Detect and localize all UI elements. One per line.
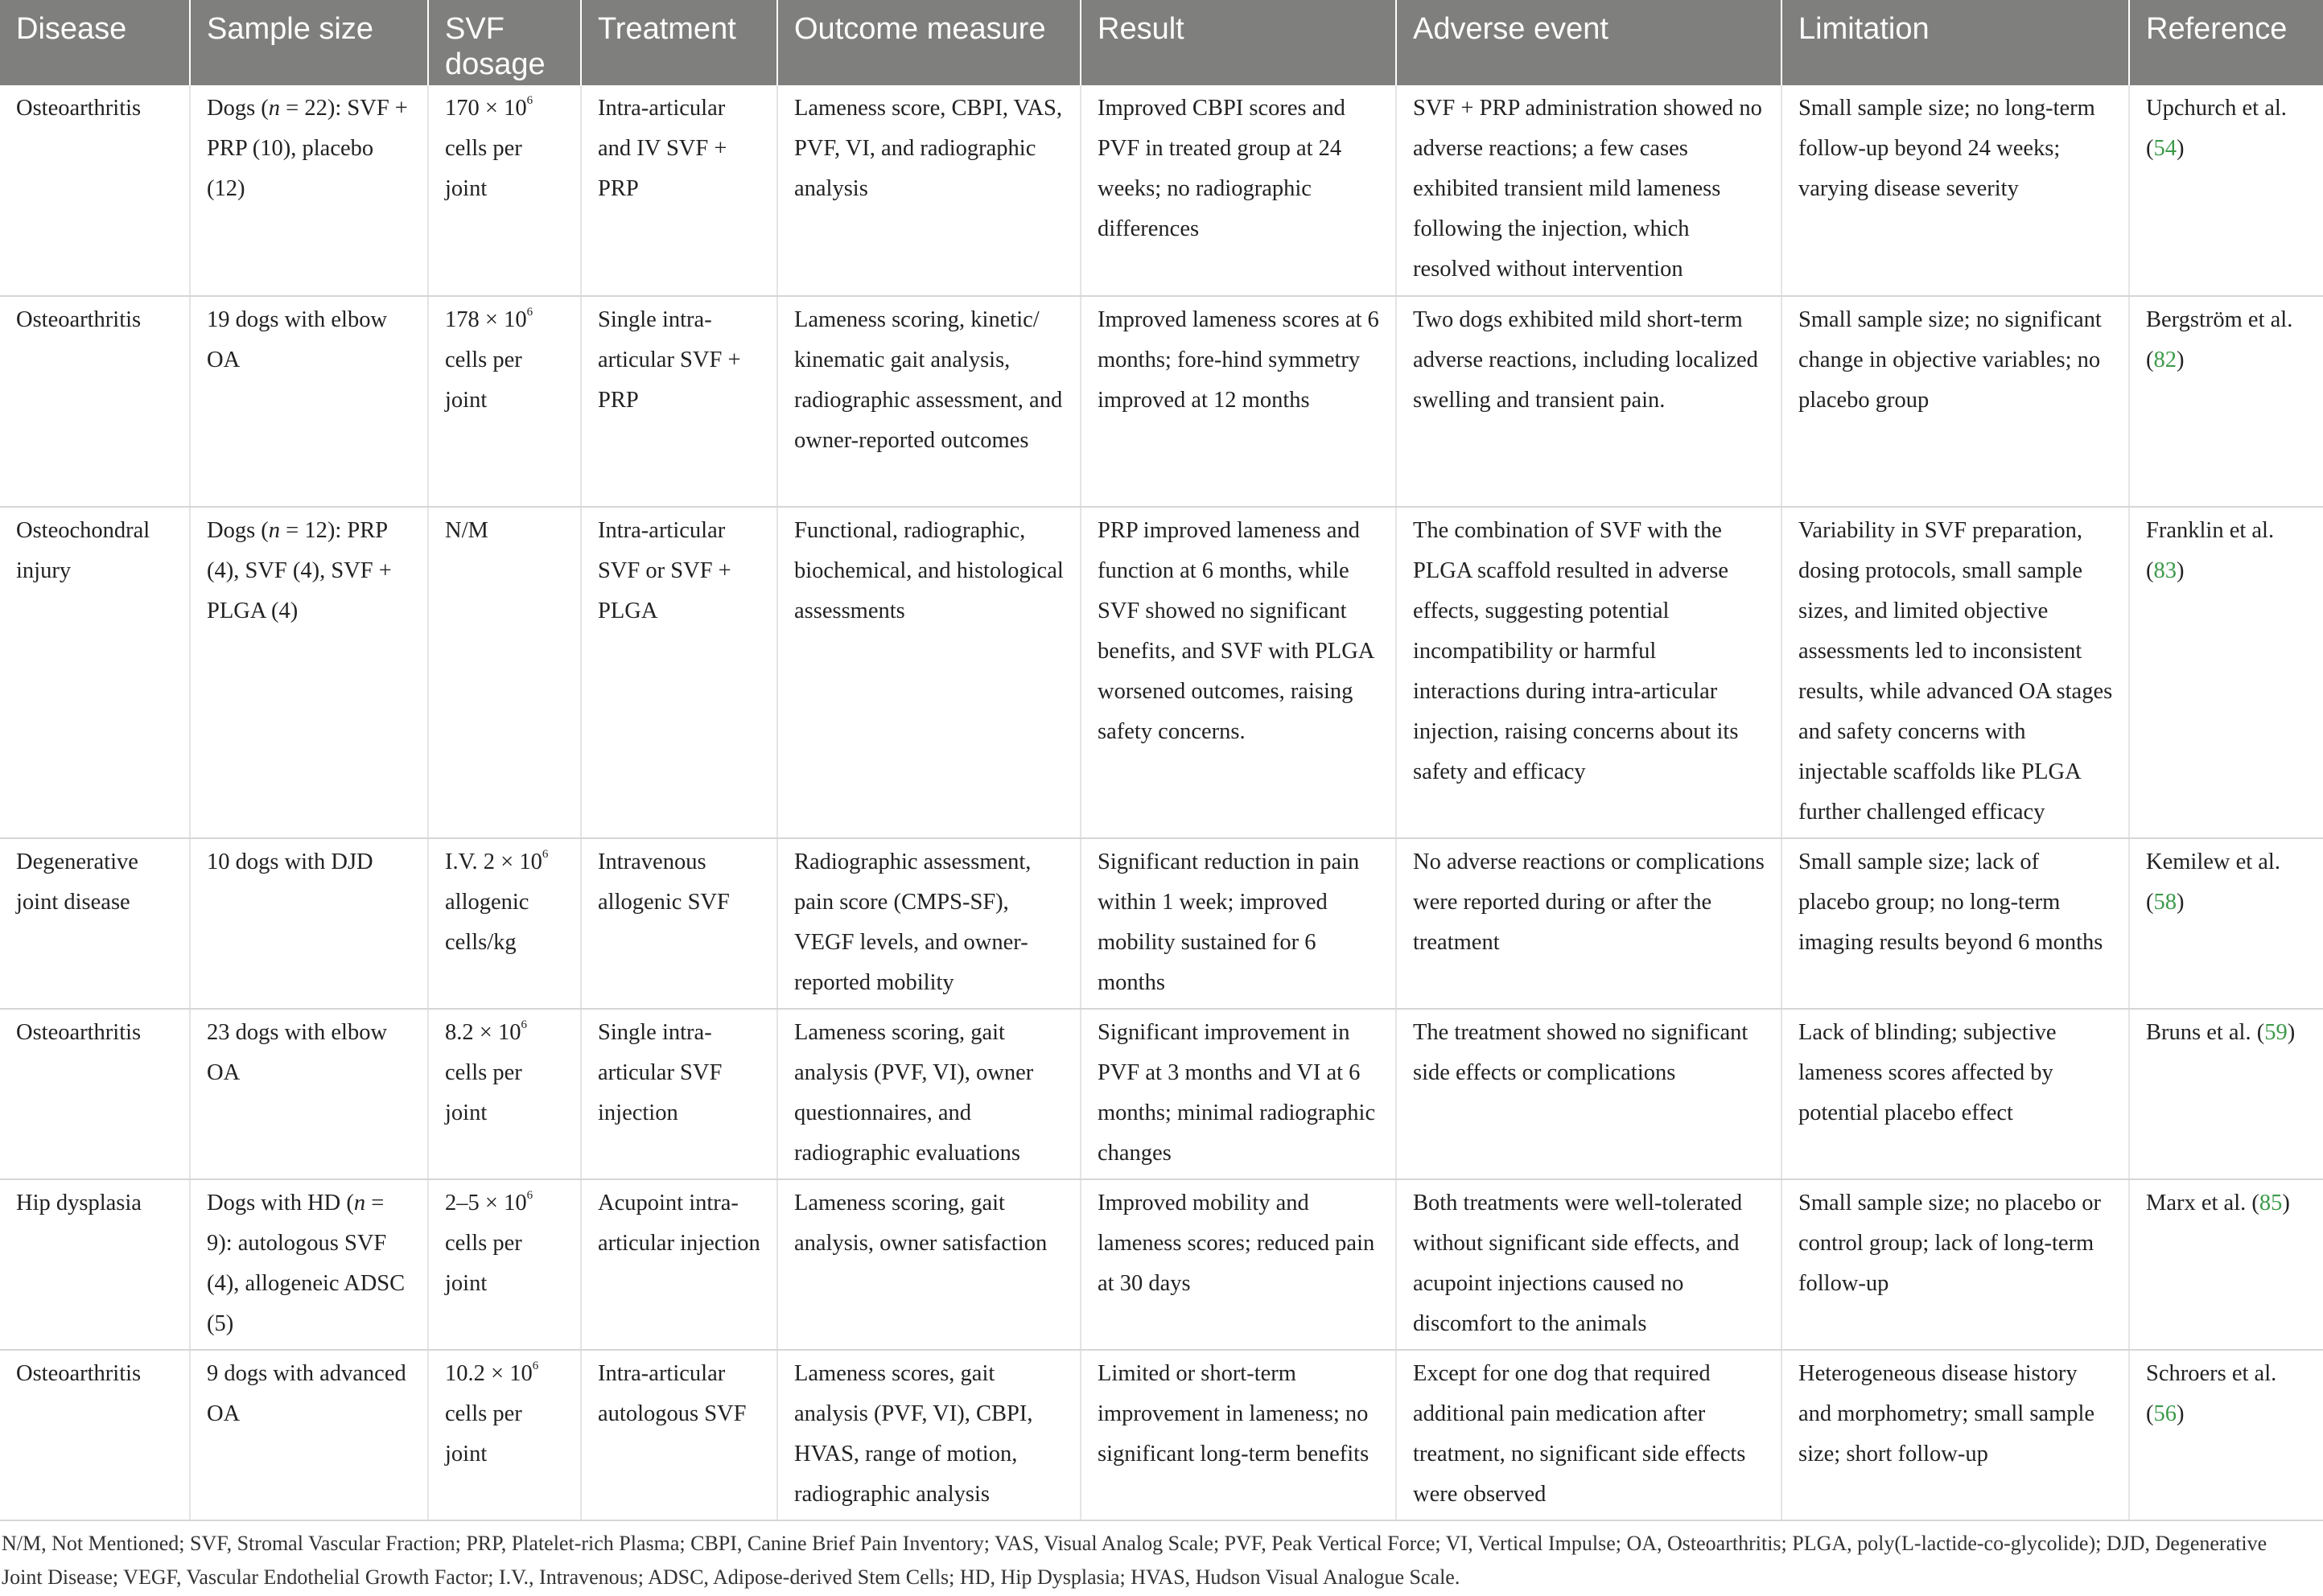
cell-adverse-event: The combination of SVF with the PLGA scaffold resulted in adverse effects, suggesting potential incompatibility or harmful interactions during intra-articular injection, raising concerns about its safety and efficacy bbox=[1396, 507, 1781, 838]
cell-result: Significant improvement in PVF at 3 months and VI at 6 months; minimal radiographic changes bbox=[1081, 1009, 1396, 1179]
reference-link[interactable]: 82 bbox=[2153, 348, 2177, 372]
table-footnote: N/M, Not Mentioned; SVF, Stromal Vascular Fraction; PRP, Platelet-rich Plasma; CBPI, Canine Brief Pain Inventory; VAS, Visual Analog Scale; PVF, Peak Vertical Force; VI, Vertical Impulse; OA, Osteoarthritis; PLGA, poly(L-lactide-co-glycolide); DJD, Degenerative Joint Disease; VEGF, Vascular Endothelial Growth Factor; I.V., Intravenous; ADSC, Adipose-derived Stem Cells; HD, Hip Dysplasia; HVAS, Hudson Visual Analogue Scale. bbox=[2, 1532, 2267, 1589]
cell-reference: Franklin et al. (83) bbox=[2129, 507, 2323, 838]
reference-link[interactable]: 56 bbox=[2153, 1401, 2177, 1426]
cell-adverse-event: Except for one dog that required additional pain medication after treatment, no significant side effects were observed bbox=[1396, 1350, 1781, 1520]
table-row bbox=[0, 507, 2323, 838]
cell-limitation: Heterogeneous disease history and morphometry; small sample size; short follow-up bbox=[1781, 1350, 2129, 1520]
reference-link[interactable]: 54 bbox=[2153, 136, 2177, 161]
cell-limitation: Small sample size; no significant change in objective variables; no placebo group bbox=[1781, 296, 2129, 507]
cell-treatment: Intra-articular and IV SVF + PRP bbox=[581, 85, 777, 296]
cell-treatment: Intravenous allogenic SVF bbox=[581, 838, 777, 1009]
cell-disease: Osteochondral injury bbox=[0, 507, 190, 838]
cell-svf-dosage: I.V. $2 \times 10^6$ allogenic cells/kg bbox=[428, 838, 581, 1009]
cell-sample-size: 23 dogs with elbow OA bbox=[190, 1009, 428, 1179]
cell-sample-size: 19 dogs with elbow OA bbox=[190, 296, 428, 507]
cell-svf-dosage: $170 \times 10^6$ cells per joint bbox=[428, 85, 581, 296]
cell-disease: Osteoarthritis bbox=[0, 296, 190, 507]
cell-treatment: Single intra-articular SVF + PRP bbox=[581, 296, 777, 507]
cell-sample-size: 9 dogs with advanced OA bbox=[190, 1350, 428, 1520]
cell-reference: Schroers et al. (56) bbox=[2129, 1350, 2323, 1520]
col-header-treatment: Treatment bbox=[581, 0, 777, 85]
table-row bbox=[0, 1009, 2323, 1179]
cell-reference: Kemilew et al. (58) bbox=[2129, 838, 2323, 1009]
cell-disease: Degenerative joint disease bbox=[0, 838, 190, 1009]
col-header-limitation: Limitation bbox=[1781, 0, 2129, 85]
cell-disease: Hip dysplasia bbox=[0, 1179, 190, 1350]
cell-svf-dosage: N/M bbox=[428, 507, 581, 838]
cell-adverse-event: No adverse reactions or complications were reported during or after the treatment bbox=[1396, 838, 1781, 1009]
cell-treatment: Acupoint intra-articular injection bbox=[581, 1179, 777, 1350]
col-header-svf-dosage: SVF dosage bbox=[428, 0, 581, 85]
cell-sample-size: Dogs (n = 22): SVF + PRP (10), placebo (12) bbox=[190, 85, 428, 296]
cell-outcome-measure: Lameness scores, gait analysis (PVF, VI), CBPI, HVAS, range of motion, radiographic analysis bbox=[777, 1350, 1081, 1520]
cell-outcome-measure: Lameness score, CBPI, VAS, PVF, VI, and radiographic analysis bbox=[777, 85, 1081, 296]
reference-link[interactable]: 85 bbox=[2259, 1191, 2283, 1216]
cell-outcome-measure: Lameness scoring, gait analysis (PVF, VI), owner questionnaires, and radiographic evaluations bbox=[777, 1009, 1081, 1179]
col-header-disease: Disease bbox=[0, 0, 190, 85]
cell-outcome-measure: Functional, radiographic, biochemical, and histological assessments bbox=[777, 507, 1081, 838]
cell-limitation: Small sample size; lack of placebo group; no long-term imaging results beyond 6 months bbox=[1781, 838, 2129, 1009]
table-row bbox=[0, 838, 2323, 1009]
cell-limitation: Lack of blinding; subjective lameness scores affected by potential placebo effect bbox=[1781, 1009, 2129, 1179]
reference-link[interactable]: 83 bbox=[2153, 558, 2177, 583]
cell-result: Improved CBPI scores and PVF in treated group at 24 weeks; no radiographic differences bbox=[1081, 85, 1396, 296]
col-header-outcome-measure: Outcome measure bbox=[777, 0, 1081, 85]
cell-reference: Upchurch et al. (54) bbox=[2129, 85, 2323, 296]
cell-treatment: Intra-articular SVF or SVF + PLGA bbox=[581, 507, 777, 838]
cell-sample-size: 10 dogs with DJD bbox=[190, 838, 428, 1009]
cell-disease: Osteoarthritis bbox=[0, 1009, 190, 1179]
cell-adverse-event: Both treatments were well-tolerated without significant side effects, and acupoint injections caused no discomfort to the animals bbox=[1396, 1179, 1781, 1350]
col-header-sample-size: Sample size bbox=[190, 0, 428, 85]
cell-reference: Marx et al. (85) bbox=[2129, 1179, 2323, 1350]
col-header-result: Result bbox=[1081, 0, 1396, 85]
cell-svf-dosage: $2-5 \times 10^6$ cells per joint bbox=[428, 1179, 581, 1350]
cell-treatment: Single intra-articular SVF injection bbox=[581, 1009, 777, 1179]
cell-outcome-measure: Radiographic assessment, pain score (CMPS-SF), VEGF levels, and owner-reported mobility bbox=[777, 838, 1081, 1009]
cell-reference: Bruns et al. (59) bbox=[2129, 1009, 2323, 1179]
cell-result: Improved mobility and lameness scores; reduced pain at 30 days bbox=[1081, 1179, 1396, 1350]
cell-limitation: Small sample size; no placebo or control group; lack of long-term follow-up bbox=[1781, 1179, 2129, 1350]
cell-svf-dosage: $8.2 \times 10^6$ cells per joint bbox=[428, 1009, 581, 1179]
cell-sample-size: Dogs (n = 12): PRP (4), SVF (4), SVF + PLGA (4) bbox=[190, 507, 428, 838]
cell-treatment: Intra-articular autologous SVF bbox=[581, 1350, 777, 1520]
table-row bbox=[0, 296, 2323, 507]
cell-limitation: Variability in SVF preparation, dosing protocols, small sample sizes, and limited objective assessments led to inconsistent results, while advanced OA stages and safety concerns with injectable scaffolds like PLGA further challenged efficacy bbox=[1781, 507, 2129, 838]
table-row bbox=[0, 1179, 2323, 1350]
cell-reference: Bergström et al. (82) bbox=[2129, 296, 2323, 507]
cell-svf-dosage: $10.2 \times 10^6$ cells per joint bbox=[428, 1350, 581, 1520]
cell-adverse-event: SVF + PRP administration showed no adverse reactions; a few cases exhibited transient mild lameness following the injection, which resolved without intervention bbox=[1396, 85, 1781, 296]
cell-result: PRP improved lameness and function at 6 months, while SVF showed no significant benefits, and SVF with PLGA worsened outcomes, raising safety concerns. bbox=[1081, 507, 1396, 838]
cell-limitation: Small sample size; no long-term follow-up beyond 24 weeks; varying disease severity bbox=[1781, 85, 2129, 296]
cell-result: Improved lameness scores at 6 months; fore-hind symmetry improved at 12 months bbox=[1081, 296, 1396, 507]
col-header-reference: Reference bbox=[2129, 0, 2323, 85]
col-header-adverse-event: Adverse event bbox=[1396, 0, 1781, 85]
reference-link[interactable]: 59 bbox=[2264, 1020, 2288, 1045]
cell-disease: Osteoarthritis bbox=[0, 1350, 190, 1520]
reference-link[interactable]: 58 bbox=[2153, 890, 2177, 915]
header-row bbox=[0, 0, 2323, 85]
cell-result: Significant reduction in pain within 1 week; improved mobility sustained for 6 months bbox=[1081, 838, 1396, 1009]
cell-adverse-event: The treatment showed no significant side effects or complications bbox=[1396, 1009, 1781, 1179]
cell-adverse-event: Two dogs exhibited mild short-term adverse reactions, including localized swelling and transient pain. bbox=[1396, 296, 1781, 507]
cell-svf-dosage: $178 \times 10^6$ cells per joint bbox=[428, 296, 581, 507]
cell-sample-size: Dogs with HD (n = 9): autologous SVF (4), allogeneic ADSC (5) bbox=[190, 1179, 428, 1350]
cell-result: Limited or short-term improvement in lameness; no significant long-term benefits bbox=[1081, 1350, 1396, 1520]
cell-disease: Osteoarthritis bbox=[0, 85, 190, 296]
table-row bbox=[0, 85, 2323, 296]
table-row bbox=[0, 1350, 2323, 1520]
cell-outcome-measure: Lameness scoring, gait analysis, owner satisfaction bbox=[777, 1179, 1081, 1350]
cell-outcome-measure: Lameness scoring, kinetic/ kinematic gait analysis, radiographic assessment, and owner-reported outcomes bbox=[777, 296, 1081, 507]
